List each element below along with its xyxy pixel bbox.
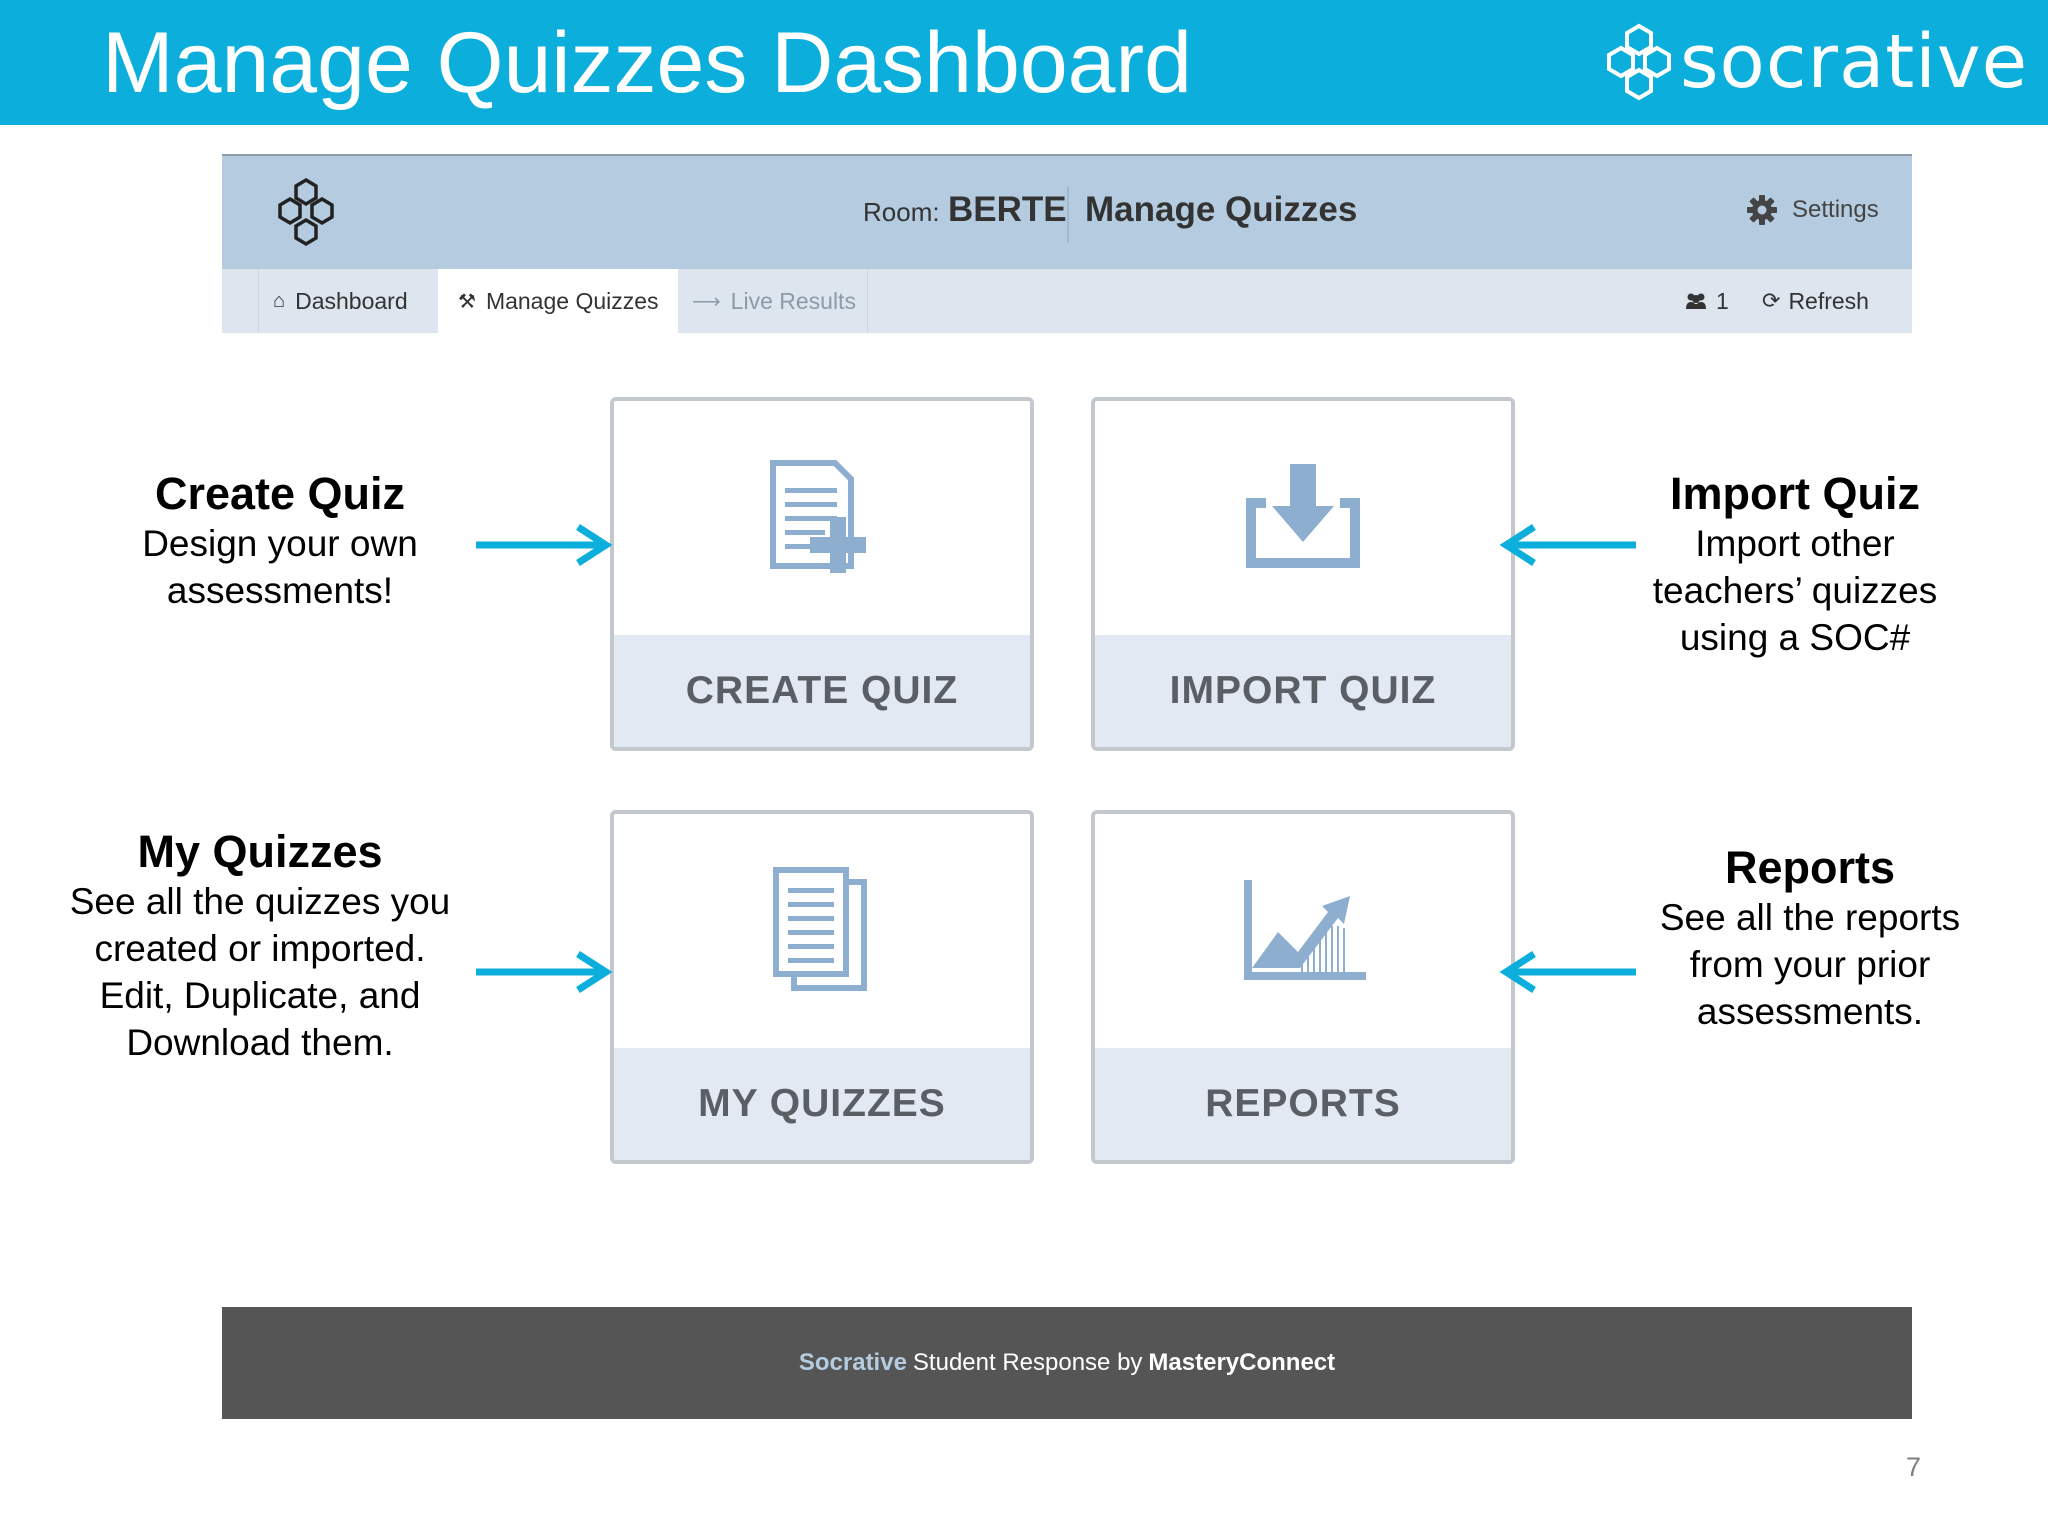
tile-label: CREATE QUIZ bbox=[614, 635, 1030, 747]
wrench-icon: ⚒ bbox=[458, 290, 476, 313]
socrative-logo-icon bbox=[1602, 22, 1676, 102]
tab-manage-quizzes[interactable] bbox=[438, 269, 678, 333]
callout-title: Import Quiz bbox=[1670, 468, 1920, 519]
tile-label: MY QUIZZES bbox=[614, 1048, 1030, 1160]
arrow-right-icon bbox=[474, 523, 614, 567]
callout-line: Download them. bbox=[126, 1022, 394, 1063]
tile-label: IMPORT QUIZ bbox=[1095, 635, 1511, 747]
settings-button[interactable] bbox=[1746, 194, 1879, 226]
create-quiz-tile[interactable] bbox=[610, 397, 1034, 751]
footer-text: Student Response by bbox=[912, 1349, 1143, 1376]
tab-label: Live Results bbox=[730, 287, 856, 314]
page-number: 7 bbox=[1906, 1452, 1922, 1482]
reports-callout bbox=[1620, 842, 2000, 1035]
arrow-right-icon bbox=[474, 950, 614, 994]
callout-line: assessments! bbox=[166, 570, 394, 611]
socrative-logo-icon[interactable] bbox=[274, 176, 338, 250]
callout-line: using a SOC# bbox=[1679, 617, 1911, 658]
refresh-button[interactable] bbox=[1762, 269, 1869, 333]
create-quiz-callout bbox=[105, 468, 455, 614]
header-divider bbox=[1067, 186, 1069, 242]
callout-line: created or imported. bbox=[94, 928, 426, 969]
callout-title: Create Quiz bbox=[154, 468, 406, 519]
refresh-icon: ⟳ bbox=[1762, 288, 1781, 313]
tab-live-results[interactable] bbox=[678, 269, 868, 333]
brand-logo bbox=[1602, 19, 2029, 105]
callout-line: See all the quizzes you bbox=[69, 881, 451, 922]
callout-title: Reports bbox=[1724, 842, 1896, 893]
documents-stack-icon bbox=[762, 866, 882, 996]
arrow-left-icon bbox=[1498, 950, 1638, 994]
slide-title: Manage Quizzes Dashboard bbox=[102, 15, 1192, 111]
document-plus-icon bbox=[757, 458, 887, 578]
callout-line: teachers’ quizzes bbox=[1652, 570, 1938, 611]
tab-dashboard[interactable] bbox=[258, 269, 438, 333]
gear-icon bbox=[1746, 194, 1778, 226]
room-name: BERTE bbox=[948, 190, 1067, 229]
student-count bbox=[1684, 269, 1729, 333]
my-quizzes-tile[interactable] bbox=[610, 810, 1034, 1164]
arrow-left-icon bbox=[1498, 523, 1638, 567]
my-quizzes-callout bbox=[40, 826, 480, 1066]
tab-label: Dashboard bbox=[295, 287, 408, 314]
callout-line: See all the reports bbox=[1659, 897, 1961, 938]
download-tray-icon bbox=[1238, 458, 1368, 578]
callout-line: Edit, Duplicate, and bbox=[99, 975, 421, 1016]
app-header bbox=[222, 154, 1912, 271]
nav-bar bbox=[222, 269, 1912, 333]
import-quiz-callout bbox=[1620, 468, 1970, 661]
chart-trend-icon bbox=[1238, 876, 1368, 986]
title-banner bbox=[0, 0, 2048, 125]
reports-tile[interactable] bbox=[1091, 810, 1515, 1164]
settings-label: Settings bbox=[1792, 196, 1879, 223]
callout-line: Design your own bbox=[142, 523, 418, 564]
callout-title: My Quizzes bbox=[137, 826, 383, 877]
tab-label: Manage Quizzes bbox=[485, 287, 659, 314]
student-count-value: 1 bbox=[1716, 287, 1729, 314]
callout-line: from your prior bbox=[1689, 944, 1931, 985]
brand-name: socrative bbox=[1680, 19, 2029, 105]
page-title: Manage Quizzes bbox=[1085, 190, 1358, 229]
footer-company: MasteryConnect bbox=[1148, 1349, 1336, 1376]
users-icon bbox=[1684, 291, 1708, 311]
app-footer bbox=[222, 1307, 1912, 1419]
callout-line: Import other bbox=[1695, 523, 1895, 564]
refresh-label: Refresh bbox=[1788, 287, 1869, 314]
footer-brand: Socrative bbox=[798, 1349, 907, 1376]
tile-label: REPORTS bbox=[1095, 1048, 1511, 1160]
callout-line: assessments. bbox=[1696, 991, 1924, 1032]
arrow-right-icon: ⟶ bbox=[692, 290, 721, 313]
import-quiz-tile[interactable] bbox=[1091, 397, 1515, 751]
room-label: Room: bbox=[863, 197, 940, 227]
home-icon: ⌂ bbox=[273, 289, 286, 312]
